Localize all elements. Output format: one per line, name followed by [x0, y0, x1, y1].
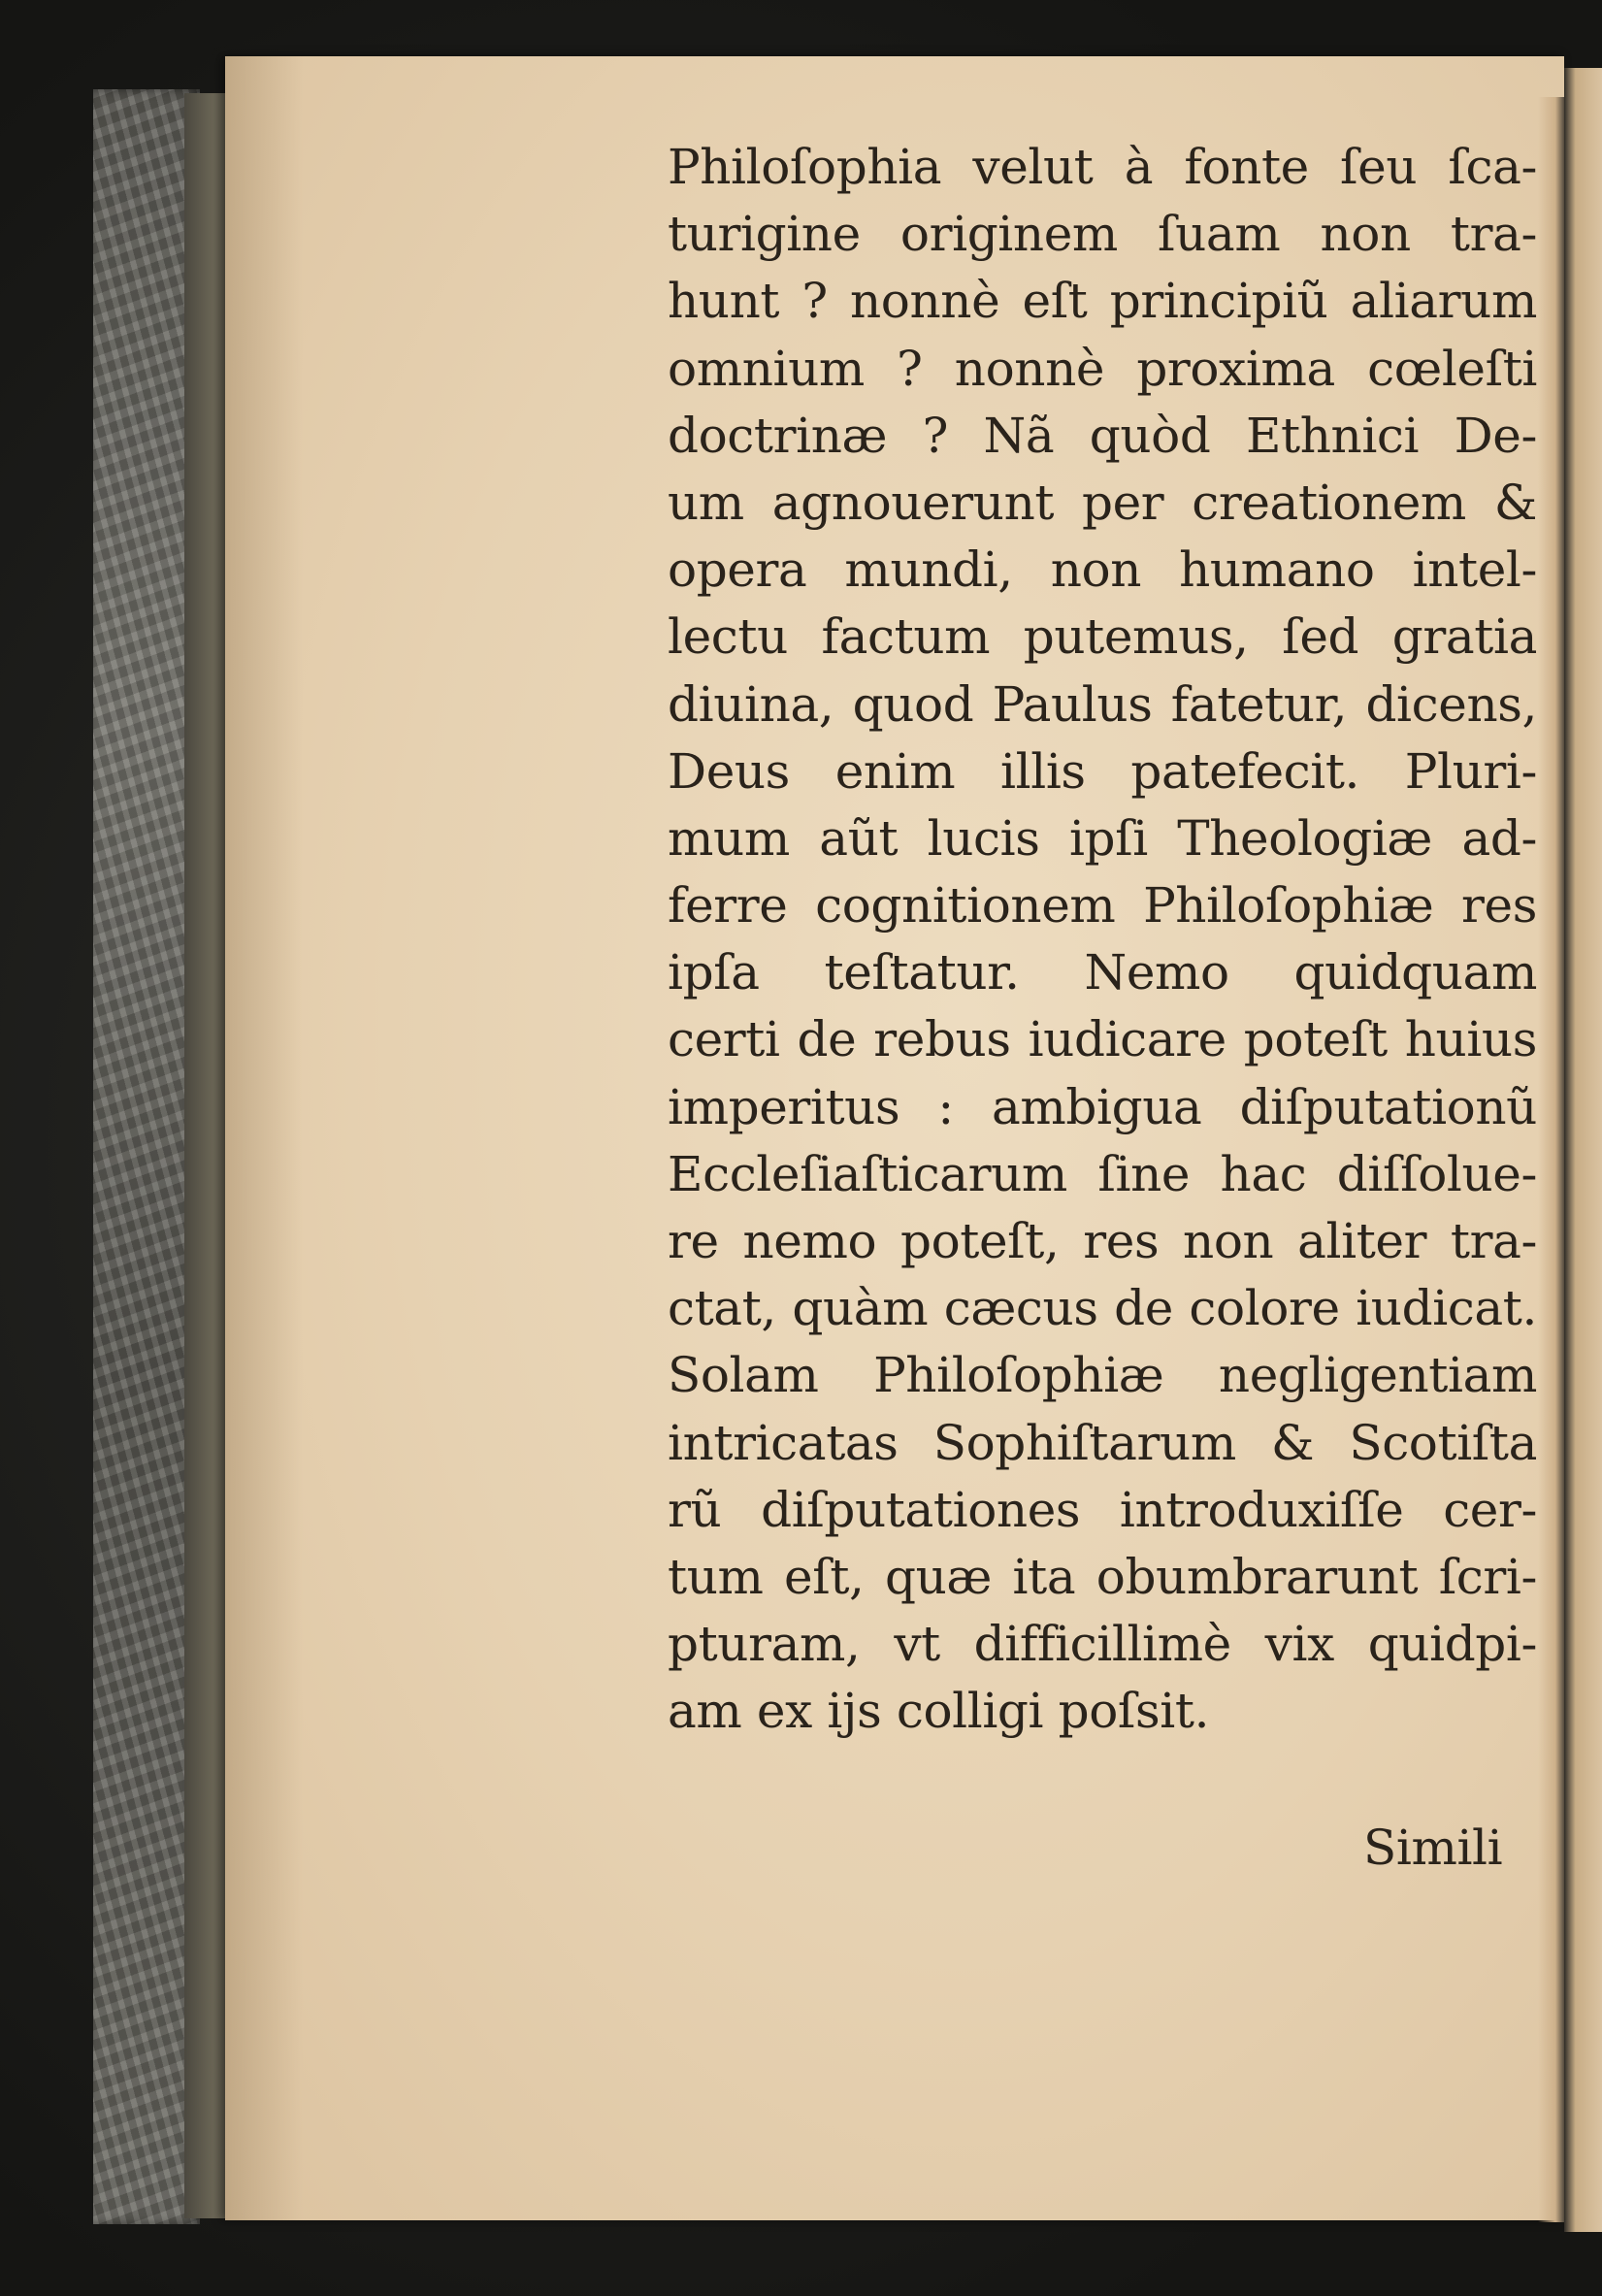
text-line-2: turigine originem ſuam non tra-: [668, 206, 1537, 263]
text-line-17: re nemo poteſt, res non aliter tra-: [668, 1213, 1537, 1269]
text-line-11: mum aũt lucis ipſi Theologiæ ad-: [668, 809, 1537, 867]
catchword: Simili: [1363, 1820, 1503, 1876]
page-right-edge: [1538, 97, 1567, 2222]
text-line-10: Deus enim illis patefecit. Pluri-: [668, 742, 1537, 800]
text-line-1: Philoſophia velut à fonte ſeu ſca-: [668, 139, 1537, 195]
text-line-24: am ex ijs colligi poſsit.: [668, 1683, 1210, 1740]
text-block: [668, 134, 1537, 1746]
text-line-7: opera mundi, non humano intel-: [668, 541, 1537, 599]
text-line-20: intricatas Sophiſtarum & Scotiſta: [668, 1414, 1537, 1471]
text-line-13: ipſa teſtatur. Nemo quidquam: [668, 944, 1537, 1001]
text-line-4: omnium ? nonnè proxima cœleſti: [668, 340, 1537, 397]
text-line-6: um agnouerunt per creationem &: [668, 474, 1537, 531]
text-line-15: imperitus : ambigua diſputationũ: [668, 1078, 1537, 1135]
text-line-12: ferre cognitionem Philoſophiæ res: [668, 877, 1537, 935]
text-line-5: doctrinæ ? Nã quòd Ethnici De-: [668, 407, 1537, 464]
text-line-8: lectu factum putemus, ſed gratia: [668, 608, 1537, 666]
adjacent-page-edge: [1564, 68, 1602, 2232]
text-line-21: rũ diſputationes introduxiſſe cer-: [668, 1481, 1537, 1538]
text-line-16: Eccleſiaſticarum ſine hac diſſolue-: [668, 1145, 1537, 1202]
page-gutter-shadow: [225, 56, 303, 2220]
text-line-19: Solam Philoſophiæ negligentiam: [668, 1347, 1537, 1404]
text-line-23: pturam, vt difficillimè vix quidpi-: [668, 1616, 1537, 1673]
text-line-14: certi de rebus iudicare poteſt huius: [668, 1011, 1537, 1068]
text-line-18: ctat, quàm cæcus de colore iudicat.: [668, 1280, 1537, 1337]
text-line-3: hunt ? nonnè eſt principiũ aliarum: [668, 273, 1537, 330]
text-line-9: diuina, quod Paulus fatetur, dicens,: [668, 675, 1537, 733]
text-line-22: tum eſt, quæ ita obumbrarunt ſcri-: [668, 1548, 1537, 1605]
